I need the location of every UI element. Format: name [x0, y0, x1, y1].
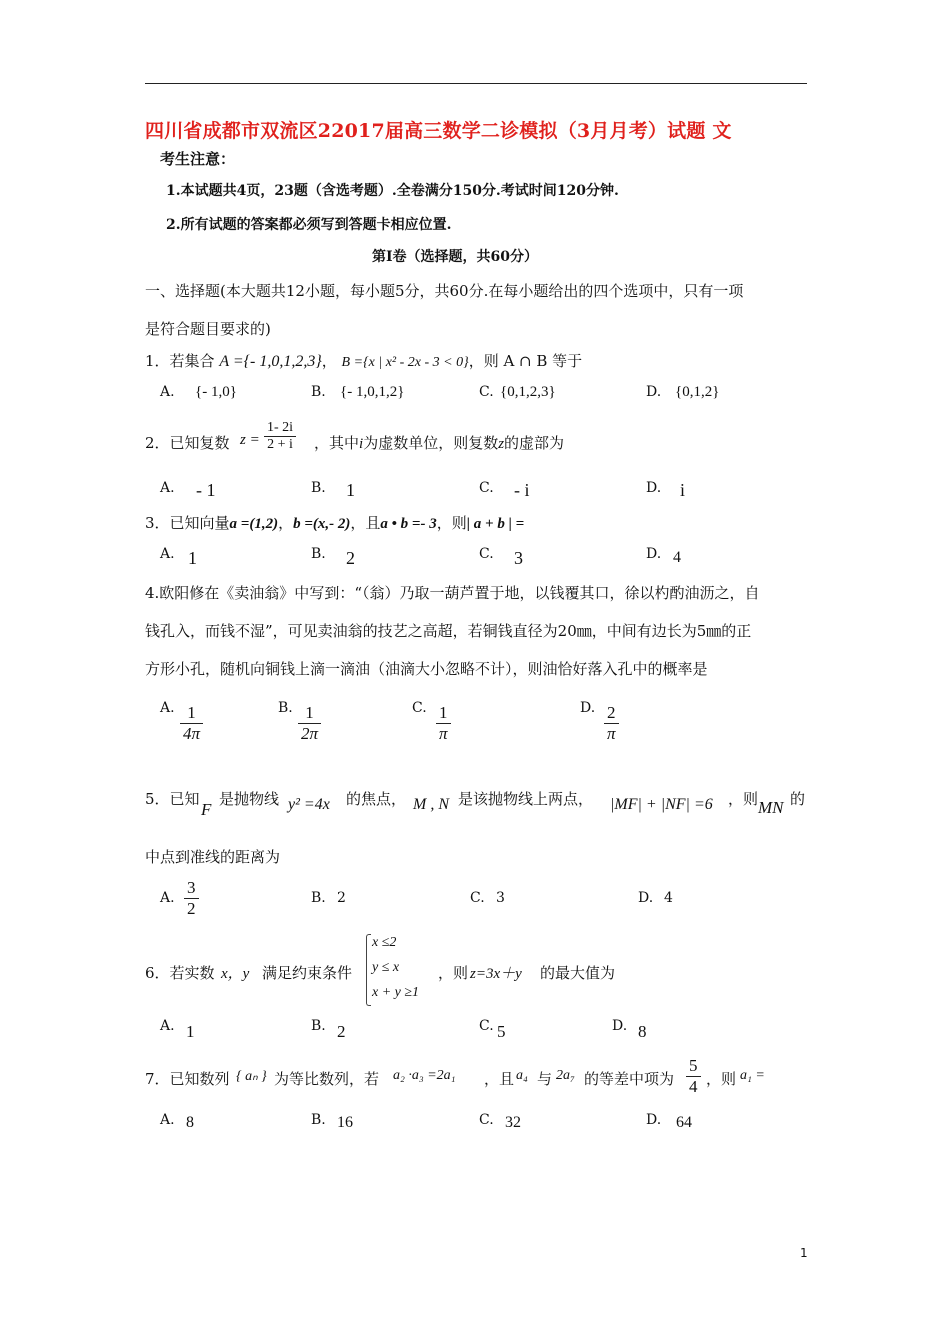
- q1-set-b: B ={x | x² - 2x - 3 < 0}: [341, 355, 469, 370]
- q3-option-a: 1: [188, 548, 197, 568]
- q3-sep: ，: [278, 514, 294, 532]
- q5-option-a: [184, 878, 199, 919]
- q7-equation: a₂ ·a₃ =2a₁: [393, 1068, 456, 1083]
- q1-label-b: B.: [311, 384, 326, 400]
- q7-text-2: ，且: [484, 1070, 515, 1088]
- exam-title: 四川省成都市双流区22017届高三数学二诊模拟（3月月考）试题 文: [145, 120, 732, 142]
- q5-mn: M , N: [413, 796, 449, 813]
- q1-suffix: ，则 A ∩ B 等于: [468, 352, 583, 370]
- q5-prefix: 5．已知: [145, 790, 200, 808]
- q2-fraction: [264, 420, 296, 453]
- q5-f: F: [201, 800, 212, 819]
- q6-label-c: C.: [479, 1018, 494, 1034]
- q2-prefix: 2．已知复数: [145, 434, 230, 452]
- q2-label-c: C.: [479, 480, 494, 496]
- q5-line-2: 中点到准线的距离为: [145, 848, 281, 866]
- q6-constraint-brace: [366, 934, 371, 1006]
- notice-item-2: 2.所有试题的答案都必须写到答题卡相应位置.: [166, 217, 452, 233]
- q6-text-2: ，则: [438, 964, 469, 982]
- q1-option-b: {- 1,0,1,2}: [340, 384, 405, 400]
- q4-line-3: 方形小孔，随机向铜钱上滴一滴油（油滴大小忽略不计），则油恰好落入孔中的概率是: [145, 660, 708, 678]
- q7-prefix: 7．已知数列: [145, 1070, 230, 1088]
- q4-label-c: C.: [412, 700, 427, 716]
- q1-set-a: A ={- 1,0,1,2,3}: [219, 353, 322, 370]
- q6-constraint-2: y ≤ x: [372, 960, 400, 975]
- q2-option-a: - 1: [196, 480, 216, 500]
- q1-label-d: D.: [646, 384, 662, 400]
- q1-option-d: {0,1,2}: [675, 384, 720, 400]
- intro-line-2: 是符合题目要求的): [145, 320, 271, 338]
- q7-a1: a₁ =: [740, 1068, 765, 1083]
- q5-text-5: 的: [790, 790, 806, 808]
- q3-dot: a • b =- 3: [380, 516, 437, 532]
- q7-label-b: B.: [311, 1112, 326, 1128]
- q2-label-b: B.: [311, 480, 326, 496]
- q7-text-1: 为等比数列，若: [274, 1070, 380, 1088]
- q5-text-1: 是抛物线: [219, 790, 280, 808]
- q4-option-b: [298, 703, 321, 744]
- intro-line-1: 一、选择题(本大题共12小题，每小题5分，共60分.在每小题给出的四个选项中，只有一项: [145, 282, 744, 300]
- q1-option-c: {0,1,2,3}: [500, 384, 556, 400]
- q3-option-c: 3: [514, 548, 523, 568]
- q6-suffix: 的最大值为: [540, 964, 616, 982]
- q4-option-a-den: 4π: [183, 724, 201, 743]
- section-title: 第Ⅰ卷（选择题，共60分）: [372, 249, 539, 265]
- top-rule: [145, 83, 807, 84]
- q6-label-d: D.: [612, 1018, 628, 1034]
- q6-prefix: 6．若实数: [145, 964, 215, 982]
- q7-text-3: 与: [537, 1070, 553, 1088]
- q7-option-a: 8: [186, 1114, 194, 1131]
- q6-text-1: 满足约束条件: [262, 964, 353, 982]
- q7-text-5: ，则: [706, 1070, 737, 1088]
- q4-option-a: [180, 703, 203, 744]
- q3-then: ，则: [436, 514, 467, 532]
- notice-item-1: 1.本试题共4页，23题（含选考题）.全卷满分150分.考试时间120分钟.: [166, 183, 619, 199]
- q6-expr: z=3x＋y: [470, 966, 522, 982]
- q7-a7: 2a₇: [556, 1068, 575, 1083]
- q5-option-a-num: 3: [184, 878, 199, 899]
- q6-constraint-3: x + y ≥1: [372, 985, 420, 1000]
- q4-option-c-num: 1: [436, 703, 451, 724]
- q3-vector-b: b =(x,- 2): [293, 516, 351, 532]
- q2-z: z =: [240, 432, 260, 448]
- q1-sep: ，: [321, 352, 337, 370]
- q5-label-d: D.: [638, 890, 654, 906]
- q2-option-d: i: [680, 480, 686, 500]
- q2-label-a: A.: [160, 480, 175, 496]
- q5-option-a-den: 2: [187, 899, 196, 918]
- q5-label-b: B.: [311, 890, 326, 906]
- q1-prefix: 1．若集合: [145, 352, 215, 370]
- q4-option-d: [604, 703, 619, 744]
- q2-denominator: 2 + i: [267, 437, 293, 452]
- q4-option-b-den: 2π: [301, 724, 319, 743]
- q3-mid: ，且: [350, 514, 381, 532]
- q5-option-d: 4: [664, 890, 673, 906]
- q7-option-c: 32: [505, 1114, 521, 1131]
- q4-option-c: [436, 703, 451, 744]
- q2-option-b: 1: [346, 480, 355, 500]
- q3-label-d: D.: [646, 546, 662, 562]
- q3-option-b: 2: [346, 548, 355, 568]
- q1-option-a: {- 1,0}: [195, 384, 237, 400]
- q4-label-a: A.: [160, 700, 175, 716]
- q3-prefix: 3．已知向量: [145, 514, 230, 532]
- notice-heading: 考生注意：: [160, 150, 236, 168]
- q4-option-d-den: π: [607, 724, 616, 743]
- q7-fraction-den: 4: [689, 1077, 698, 1096]
- q3-vector-a: a =(1,2): [229, 516, 279, 532]
- q2-label-d: D.: [646, 480, 662, 496]
- q3-abs: | a + b | =: [466, 516, 525, 532]
- question-3: [145, 512, 524, 533]
- q4-option-d-num: 2: [604, 703, 619, 724]
- q2-i: i: [359, 436, 364, 452]
- q2-numerator: 1- 2i: [264, 420, 296, 437]
- q3-label-b: B.: [311, 546, 326, 562]
- q2-middle: ，其中: [314, 434, 360, 452]
- page-number: 1: [800, 1246, 808, 1260]
- q7-sequence: { aₙ }: [236, 1069, 267, 1084]
- q4-line-1: 4.欧阳修在《卖油翁》中写到：“（翁）乃取一葫芦置于地，以钱覆其口，徐以杓酌油沥之，自: [145, 584, 760, 602]
- q5-option-c: 3: [496, 890, 505, 906]
- q5-parabola: y² =4x: [288, 796, 330, 813]
- q4-label-d: D.: [580, 700, 596, 716]
- q6-constraint-1: x ≤2: [372, 935, 397, 950]
- q6-xy: x，y: [221, 966, 250, 982]
- q6-option-b: 2: [337, 1022, 346, 1041]
- q2-after-i: 为虚数单位，则复数: [363, 434, 499, 452]
- q6-option-a: 1: [186, 1022, 195, 1041]
- q7-a4: a₄: [516, 1068, 528, 1083]
- q4-label-b: B.: [278, 700, 293, 716]
- q4-line-2: 钱孔入，而钱不湿”，可见卖油翁的技艺之高超，若铜钱直径为20㎜，中间有边长为5㎜的正: [145, 622, 752, 640]
- q7-label-d: D.: [646, 1112, 662, 1128]
- q4-option-b-num: 1: [298, 703, 321, 724]
- q3-label-c: C.: [479, 546, 494, 562]
- q5-label-a: A.: [160, 890, 175, 906]
- q5-option-b: 2: [337, 890, 346, 906]
- q7-fraction-num: 5: [686, 1056, 701, 1077]
- q4-option-a-num: 1: [180, 703, 203, 724]
- q3-label-a: A.: [160, 546, 175, 562]
- q3-option-d: 4: [673, 549, 681, 566]
- question-1: [145, 350, 582, 371]
- q7-option-d: 64: [676, 1114, 692, 1131]
- q2-z2: z: [498, 436, 505, 452]
- q7-option-b: 16: [337, 1114, 353, 1131]
- q5-text-4: ，则: [728, 790, 759, 808]
- q5-text-2: 的焦点，: [346, 790, 407, 808]
- q6-option-c: 5: [497, 1022, 506, 1041]
- q4-option-c-den: π: [439, 724, 448, 743]
- q7-label-a: A.: [160, 1112, 175, 1128]
- q5-condition: |MF| + |NF| =6: [610, 796, 713, 813]
- q1-label-c: C.: [479, 384, 494, 400]
- q7-fraction: [686, 1056, 701, 1097]
- q6-label-a: A.: [160, 1018, 175, 1034]
- q7-label-c: C.: [479, 1112, 494, 1128]
- q5-label-c: C.: [470, 890, 485, 906]
- q2-text-a: [314, 432, 564, 453]
- q6-option-d: 8: [638, 1022, 647, 1041]
- q5-mn-2: MN: [758, 798, 784, 817]
- q2-suffix: 的虚部为: [504, 434, 565, 452]
- q1-label-a: A.: [160, 384, 175, 400]
- q5-text-3: 是该抛物线上两点，: [458, 790, 594, 808]
- q2-option-c: - i: [514, 480, 530, 500]
- q7-text-4: 的等差中项为: [584, 1070, 675, 1088]
- q6-label-b: B.: [311, 1018, 326, 1034]
